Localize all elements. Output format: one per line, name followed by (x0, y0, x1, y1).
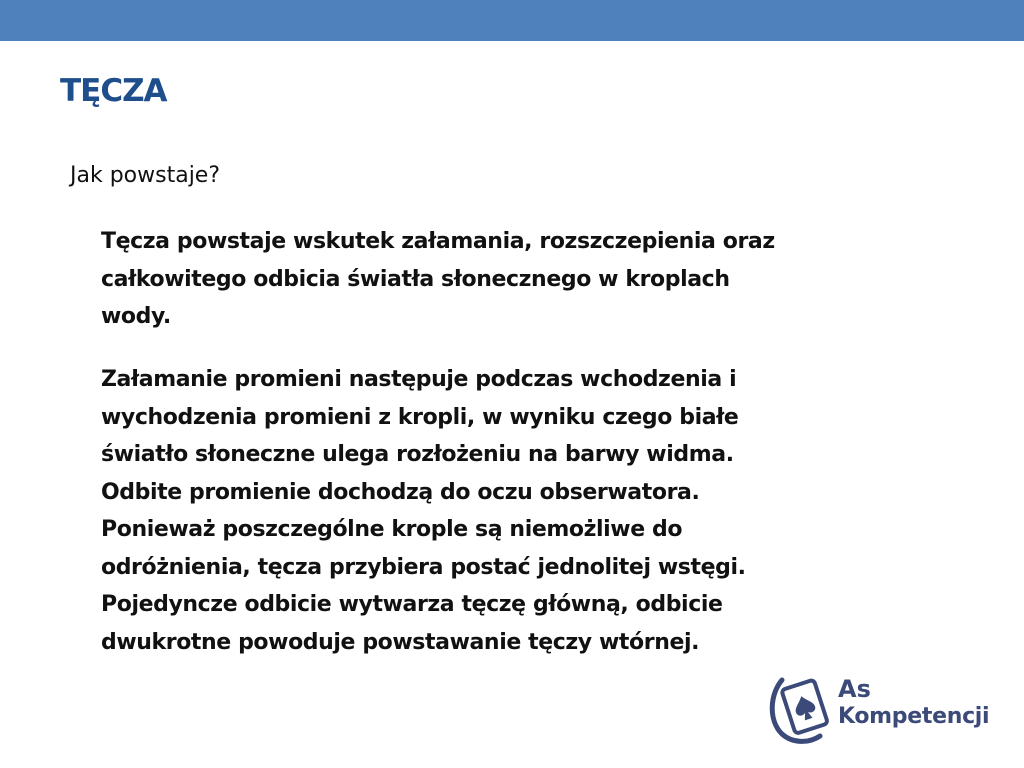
question-heading: Jak powstaje? (70, 163, 221, 188)
paragraph-2-line: wychodzenia promieni z kropli, w wyniku czego białe (101, 404, 739, 430)
paragraph-2 (101, 361, 981, 661)
paragraph-1-line: całkowitego odbicia światła słonecznego w kroplach (101, 266, 730, 292)
paragraph-2-line: światło słoneczne ulega rozłożeniu na barwy widma. (101, 442, 734, 467)
paragraph-2-line: Odbite promienie dochodzą do oczu obserwatora. (101, 479, 700, 505)
top-bar (0, 0, 1024, 41)
logo-line-1: As (838, 675, 871, 703)
paragraph-2-line: Załamanie promieni następuje podczas wchodzenia i (101, 367, 737, 392)
paragraph-1-line: wody. (101, 304, 171, 329)
paragraph-2-line: Pojedyncze odbicie wytwarza tęczę główną, odbicie (101, 592, 723, 617)
paragraph-2-line: dwukrotne powoduje powstawanie tęczy wtórnej. (101, 629, 700, 655)
paragraph-1-line: Tęcza powstaje wskutek załamania, rozszczepienia oraz (101, 229, 775, 254)
logo-line-2: Kompetencji (838, 703, 990, 729)
paragraph-1 (101, 223, 981, 336)
logo (768, 672, 998, 744)
slide-title: TĘCZA (60, 73, 167, 109)
card-spade-icon (768, 672, 832, 744)
logo-text (838, 676, 989, 729)
paragraph-2-line: Ponieważ poszczególne krople są niemożliwe do (101, 517, 683, 542)
paragraph-2-line: odróżnienia, tęcza przybiera postać jednolitej wstęgi. (101, 554, 746, 580)
